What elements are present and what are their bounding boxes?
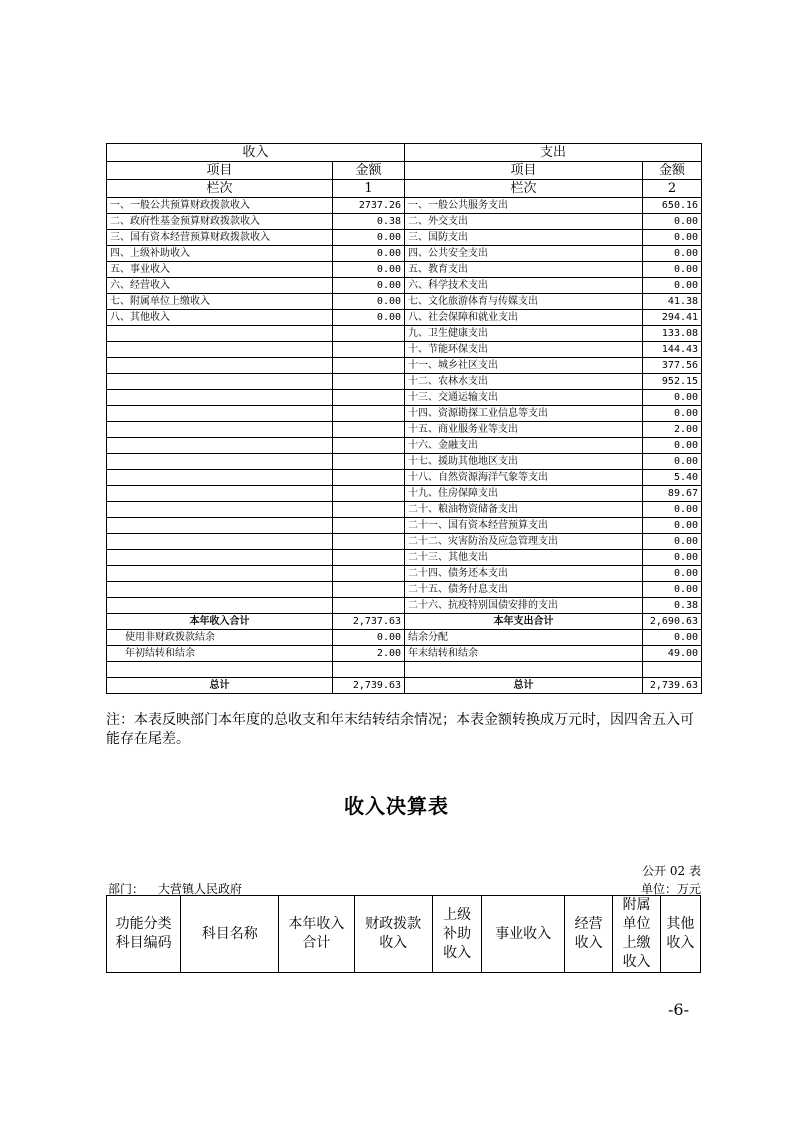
income-item xyxy=(107,502,333,518)
expense-order-no: 2 xyxy=(643,180,702,198)
expense-amount: 952.15 xyxy=(643,374,702,390)
expense-item: 十八、自然资源海洋气象等支出 xyxy=(405,470,643,486)
table-row xyxy=(107,230,702,246)
table-row xyxy=(107,566,702,582)
table-row xyxy=(107,534,702,550)
income-item: 使用非财政拨款结余 xyxy=(107,630,333,646)
table-row xyxy=(107,262,702,278)
expense-item: 六、科学技术支出 xyxy=(405,278,643,294)
income-amount xyxy=(333,422,405,438)
grand-total-income-label: 总计 xyxy=(107,678,333,694)
total-expense-amount: 2,690.63 xyxy=(643,614,702,630)
expense-item: 十一、城乡社区支出 xyxy=(405,358,643,374)
expense-amount: 0.00 xyxy=(643,406,702,422)
income-amount: 0.00 xyxy=(333,230,405,246)
expense-item: 十九、住房保障支出 xyxy=(405,486,643,502)
income-amount: 2.00 xyxy=(333,646,405,662)
income-header: 收入 xyxy=(107,144,405,162)
expense-amount: 0.00 xyxy=(643,230,702,246)
table-row xyxy=(107,454,702,470)
income-amount xyxy=(333,502,405,518)
expense-amount: 89.67 xyxy=(643,486,702,502)
expense-item: 二十三、其他支出 xyxy=(405,550,643,566)
expense-amount: 294.41 xyxy=(643,310,702,326)
table-row xyxy=(107,374,702,390)
expense-item: 二十二、灾害防治及应急管理支出 xyxy=(405,534,643,550)
expense-item: 八、社会保障和就业支出 xyxy=(405,310,643,326)
income-amount xyxy=(333,598,405,614)
table-row xyxy=(107,406,702,422)
empty-cell xyxy=(333,662,405,678)
expense-amount: 0.00 xyxy=(643,454,702,470)
expense-item: 十五、商业服务业等支出 xyxy=(405,422,643,438)
department-label: 部门： xyxy=(108,882,145,896)
income-table-header-cell: 附属 单位 上缴 收入 xyxy=(613,896,660,973)
table-row xyxy=(107,214,702,230)
income-amount: 0.00 xyxy=(333,294,405,310)
expense-amount: 0.00 xyxy=(643,566,702,582)
income-amount xyxy=(333,486,405,502)
table-row xyxy=(107,582,702,598)
expense-amount: 650.16 xyxy=(643,198,702,214)
income-item xyxy=(107,406,333,422)
income-amount xyxy=(333,534,405,550)
expense-item: 七、文化旅游体育与传媒支出 xyxy=(405,294,643,310)
income-item: 八、其他收入 xyxy=(107,310,333,326)
expense-amount: 133.08 xyxy=(643,326,702,342)
page-number: -6- xyxy=(668,1000,689,1019)
income-amount: 2737.26 xyxy=(333,198,405,214)
income-amount: 0.00 xyxy=(333,246,405,262)
expense-item: 二、外交支出 xyxy=(405,214,643,230)
expense-amount: 0.00 xyxy=(643,246,702,262)
income-item: 五、事业收入 xyxy=(107,262,333,278)
income-order-label: 栏次 xyxy=(107,180,333,198)
expense-item: 九、卫生健康支出 xyxy=(405,326,643,342)
income-amount xyxy=(333,374,405,390)
income-item xyxy=(107,534,333,550)
expense-amount: 49.00 xyxy=(643,646,702,662)
grand-total-expense-label: 总计 xyxy=(405,678,643,694)
total-income-label: 本年收入合计 xyxy=(107,614,333,630)
income-item: 七、附属单位上缴收入 xyxy=(107,294,333,310)
expense-item: 二十四、债务还本支出 xyxy=(405,566,643,582)
income-table-header-cell: 事业收入 xyxy=(482,896,565,973)
income-item xyxy=(107,486,333,502)
income-item xyxy=(107,566,333,582)
expense-item: 结余分配 xyxy=(405,630,643,646)
table-row xyxy=(107,438,702,454)
table-row xyxy=(107,294,702,310)
table-note: 注：本表反映部门本年度的总收支和年末结转结余情况；本表金额转换成万元时，因四舍五入可能存在尾差。 xyxy=(106,712,694,747)
table-row xyxy=(107,470,702,486)
income-order-no: 1 xyxy=(333,180,405,198)
table-row xyxy=(107,550,702,566)
expense-amount: 41.38 xyxy=(643,294,702,310)
expense-item: 二十一、国有资本经营预算支出 xyxy=(405,518,643,534)
expense-item: 二十六、抗疫特别国债安排的支出 xyxy=(405,598,643,614)
expense-item: 十六、金融支出 xyxy=(405,438,643,454)
income-amount xyxy=(333,454,405,470)
income-item xyxy=(107,422,333,438)
income-amount xyxy=(333,390,405,406)
income-item: 四、上级补助收入 xyxy=(107,246,333,262)
income-table xyxy=(106,895,701,973)
income-item xyxy=(107,326,333,342)
expense-item: 五、教育支出 xyxy=(405,262,643,278)
unit-label: 单位：万元 xyxy=(640,882,701,896)
expense-amount: 0.00 xyxy=(643,502,702,518)
income-table-header-row xyxy=(107,896,701,973)
income-table-header-cell: 本年收入 合计 xyxy=(279,896,354,973)
table-row xyxy=(107,358,702,374)
expense-amount-header: 金额 xyxy=(643,162,702,180)
expense-amount: 377.56 xyxy=(643,358,702,374)
income-amount xyxy=(333,566,405,582)
total-income-amount: 2,737.63 xyxy=(333,614,405,630)
table-row xyxy=(107,502,702,518)
expense-item: 二十、粮油物资储备支出 xyxy=(405,502,643,518)
expense-amount: 2.00 xyxy=(643,422,702,438)
income-item xyxy=(107,550,333,566)
income-item xyxy=(107,582,333,598)
table-row xyxy=(107,278,702,294)
expense-amount: 0.00 xyxy=(643,390,702,406)
table-row xyxy=(107,598,702,614)
income-amount xyxy=(333,358,405,374)
income-amount xyxy=(333,406,405,422)
income-item: 六、经营收入 xyxy=(107,278,333,294)
expense-item: 四、公共安全支出 xyxy=(405,246,643,262)
income-item-header: 项目 xyxy=(107,162,333,180)
grand-total-expense: 2,739.63 xyxy=(643,678,702,694)
income-table-title: 收入决算表 xyxy=(344,794,449,818)
expense-item: 一、一般公共服务支出 xyxy=(405,198,643,214)
income-amount: 0.00 xyxy=(333,630,405,646)
expense-amount: 5.40 xyxy=(643,470,702,486)
expense-amount: 0.00 xyxy=(643,518,702,534)
income-item: 二、政府性基金预算财政拨款收入 xyxy=(107,214,333,230)
income-amount: 0.00 xyxy=(333,310,405,326)
table-row xyxy=(107,390,702,406)
expense-item: 三、国防支出 xyxy=(405,230,643,246)
expense-item: 年末结转和结余 xyxy=(405,646,643,662)
expense-amount: 0.00 xyxy=(643,534,702,550)
table-row xyxy=(107,342,702,358)
income-item xyxy=(107,342,333,358)
total-row xyxy=(107,614,702,630)
income-amount xyxy=(333,342,405,358)
expense-amount: 0.38 xyxy=(643,598,702,614)
table-row xyxy=(107,198,702,214)
expense-item: 十四、资源勘探工业信息等支出 xyxy=(405,406,643,422)
income-item xyxy=(107,518,333,534)
income-item xyxy=(107,358,333,374)
expense-amount: 0.00 xyxy=(643,262,702,278)
grand-total-row xyxy=(107,678,702,694)
table-row xyxy=(107,518,702,534)
table-code: 公开 02 表 xyxy=(642,864,701,878)
income-table-header-cell: 其他 收入 xyxy=(660,896,700,973)
income-item xyxy=(107,598,333,614)
expense-amount: 0.00 xyxy=(643,438,702,454)
summary-table xyxy=(106,143,702,694)
expense-amount: 144.43 xyxy=(643,342,702,358)
table-row xyxy=(107,326,702,342)
income-amount xyxy=(333,582,405,598)
expense-item: 十、节能环保支出 xyxy=(405,342,643,358)
expense-amount: 0.00 xyxy=(643,550,702,566)
expense-item-header: 项目 xyxy=(405,162,643,180)
table-row xyxy=(107,646,702,662)
income-table-header-cell: 科目名称 xyxy=(181,896,279,973)
expense-item: 二十五、债务付息支出 xyxy=(405,582,643,598)
income-item xyxy=(107,374,333,390)
income-item xyxy=(107,438,333,454)
expense-item: 十二、农林水支出 xyxy=(405,374,643,390)
income-item xyxy=(107,390,333,406)
total-expense-label: 本年支出合计 xyxy=(405,614,643,630)
table-row xyxy=(107,310,702,326)
income-item: 三、国有资本经营预算财政拨款收入 xyxy=(107,230,333,246)
income-table-header-cell: 经营 收入 xyxy=(564,896,612,973)
table-row xyxy=(107,486,702,502)
table-row xyxy=(107,422,702,438)
blank-row xyxy=(107,662,702,678)
income-amount xyxy=(333,438,405,454)
income-amount xyxy=(333,326,405,342)
income-amount xyxy=(333,550,405,566)
expense-amount: 0.00 xyxy=(643,582,702,598)
expense-item: 十三、交通运输支出 xyxy=(405,390,643,406)
expense-header: 支出 xyxy=(405,144,702,162)
income-table-header-cell: 上级 补助 收入 xyxy=(432,896,482,973)
income-item xyxy=(107,454,333,470)
empty-cell xyxy=(405,662,643,678)
table-row xyxy=(107,630,702,646)
table-row xyxy=(107,246,702,262)
income-table-header-cell: 功能分类 科目编码 xyxy=(107,896,181,973)
empty-cell xyxy=(107,662,333,678)
income-item: 年初结转和结余 xyxy=(107,646,333,662)
department-name: 大营镇人民政府 xyxy=(158,882,243,896)
empty-cell xyxy=(643,662,702,678)
income-amount-header: 金额 xyxy=(333,162,405,180)
income-item: 一、一般公共预算财政拨款收入 xyxy=(107,198,333,214)
income-table-header-cell: 财政拨款 收入 xyxy=(354,896,432,973)
expense-amount: 0.00 xyxy=(643,278,702,294)
income-amount xyxy=(333,470,405,486)
income-amount: 0.00 xyxy=(333,278,405,294)
grand-total-income: 2,739.63 xyxy=(333,678,405,694)
income-amount: 0.38 xyxy=(333,214,405,230)
expense-amount: 0.00 xyxy=(643,214,702,230)
expense-order-label: 栏次 xyxy=(405,180,643,198)
expense-amount: 0.00 xyxy=(643,630,702,646)
income-amount: 0.00 xyxy=(333,262,405,278)
income-amount xyxy=(333,518,405,534)
income-item xyxy=(107,470,333,486)
expense-item: 十七、援助其他地区支出 xyxy=(405,454,643,470)
